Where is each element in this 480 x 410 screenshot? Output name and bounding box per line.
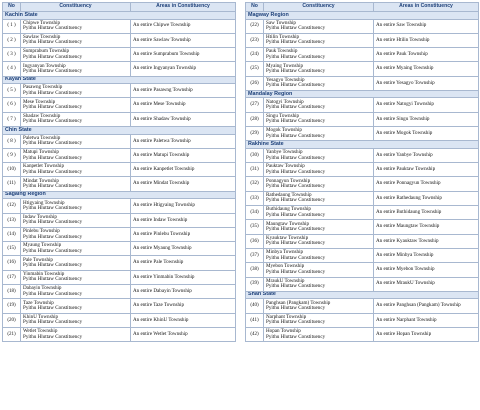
area-cell: An entire Natogyi Township: [374, 98, 479, 112]
constituency-type: Pyithu Hluttaw Constituency: [23, 262, 83, 269]
table-header-row: [3, 3, 236, 12]
constituency-name: Kyauktaw Township: [266, 234, 309, 241]
constituency-type: Pyithu Hluttaw Constituency: [23, 25, 83, 32]
table-row: [246, 127, 479, 141]
constituency-cell: [264, 263, 374, 277]
constituency-table-right: [245, 2, 479, 342]
table-row: [3, 112, 236, 126]
row-number: (18): [3, 285, 21, 299]
area-cell: An entire Ingyanyan Township: [131, 62, 236, 76]
area-cell: An entire Ponnagyun Township: [374, 177, 479, 191]
constituency-type: Pyithu Hluttaw Constituency: [23, 39, 83, 46]
constituency-type: Pyithu Hluttaw Constituency: [266, 104, 326, 111]
constituency-cell: [21, 199, 131, 213]
constituency-name: Natogyi Township: [266, 98, 304, 105]
constituency-cell: [264, 148, 374, 162]
row-number: (13): [3, 213, 21, 227]
area-cell: An entire Wetlet Township: [131, 327, 236, 341]
table-row: [3, 177, 236, 191]
area-cell: An entire Pale Township: [131, 256, 236, 270]
table-row: [3, 299, 236, 313]
region-name: Chin State: [3, 127, 236, 135]
row-number: (16): [3, 256, 21, 270]
area-cell: An entire Paletwa Township: [131, 134, 236, 148]
row-number: ( 2 ): [3, 33, 21, 47]
table-row: [246, 313, 479, 327]
row-number: (22): [246, 19, 264, 33]
row-number: (40): [246, 299, 264, 313]
constituency-type: Pyithu Hluttaw Constituency: [23, 233, 83, 240]
constituency-name: Myaung Township: [23, 242, 62, 249]
table-row: [246, 62, 479, 76]
region-name: Kachin State: [3, 12, 236, 20]
region-row: [246, 291, 479, 299]
area-cell: An entire Panghsan (Pangkam) Township: [374, 299, 479, 313]
table-row: [3, 256, 236, 270]
constituency-cell: [21, 62, 131, 76]
table-row: [246, 220, 479, 234]
constituency-cell: [264, 98, 374, 112]
constituency-type: Pyithu Hluttaw Constituency: [23, 118, 83, 125]
constituency-cell: [21, 33, 131, 47]
area-cell: An entire Sumprabum Township: [131, 48, 236, 62]
constituency-type: Pyithu Hluttaw Constituency: [23, 140, 83, 147]
row-number: (29): [246, 127, 264, 141]
constituency-name: Chipwe Township: [23, 19, 61, 26]
row-number: ( 8 ): [3, 134, 21, 148]
table-row: [246, 191, 479, 205]
constituency-name: Sawlaw Township: [23, 34, 61, 41]
table-row: [246, 177, 479, 191]
constituency-cell: [264, 33, 374, 47]
row-number: ( 6 ): [3, 98, 21, 112]
constituency-type: Pyithu Hluttaw Constituency: [23, 290, 83, 297]
constituency-name: Mese Township: [23, 98, 56, 105]
area-cell: An entire Taze Township: [131, 299, 236, 313]
table-row: [246, 206, 479, 220]
constituency-cell: [264, 248, 374, 262]
area-cell: An entire Kanpetlet Township: [131, 163, 236, 177]
table-row: [3, 134, 236, 148]
area-cell: An entire Narphant Township: [374, 313, 479, 327]
constituency-type: Pyithu Hluttaw Constituency: [23, 333, 83, 340]
row-number: (42): [246, 327, 264, 341]
constituency-name: Wetlet Township: [23, 328, 58, 335]
constituency-name: Ponnagyun Township: [266, 177, 311, 184]
constituency-type: Pyithu Hluttaw Constituency: [266, 254, 326, 261]
region-row: [246, 12, 479, 20]
area-cell: An entire Indaw Township: [131, 213, 236, 227]
row-number: ( 4 ): [3, 62, 21, 76]
constituency-name: Taze Township: [23, 299, 54, 306]
table-row: [3, 313, 236, 327]
area-cell: An entire Buthidaung Township: [374, 206, 479, 220]
row-number: (38): [246, 263, 264, 277]
row-number: (21): [3, 327, 21, 341]
table-row: [3, 199, 236, 213]
constituency-type: Pyithu Hluttaw Constituency: [23, 204, 83, 211]
constituency-name: Pasawng Township: [23, 84, 63, 91]
table-row: [3, 84, 236, 98]
constituency-cell: [21, 327, 131, 341]
table-row: [246, 98, 479, 112]
constituency-type: Pyithu Hluttaw Constituency: [266, 82, 326, 89]
constituency-cell: [264, 220, 374, 234]
area-cell: An entire Myebon Township: [374, 263, 479, 277]
row-number: (32): [246, 177, 264, 191]
table-row: [246, 148, 479, 162]
table-row: [3, 19, 236, 33]
constituency-type: Pyithu Hluttaw Constituency: [266, 197, 326, 204]
constituency-name: Dabayin Township: [23, 285, 62, 292]
row-number: ( 7 ): [3, 112, 21, 126]
row-number: (19): [3, 299, 21, 313]
area-cell: An entire Minbya Township: [374, 248, 479, 262]
row-number: (23): [246, 33, 264, 47]
constituency-cell: [264, 19, 374, 33]
constituency-cell: [264, 313, 374, 327]
constituency-cell: [264, 206, 374, 220]
area-cell: An entire Dabayin Township: [131, 285, 236, 299]
table-row: [246, 48, 479, 62]
constituency-type: Pyithu Hluttaw Constituency: [266, 53, 326, 60]
constituency-cell: [264, 48, 374, 62]
table-body-left: [3, 12, 236, 342]
table-row: [246, 263, 479, 277]
table-row: [3, 270, 236, 284]
constituency-name: KhinU Township: [23, 313, 59, 320]
constituency-type: Pyithu Hluttaw Constituency: [23, 319, 83, 326]
header-areas: Areas in Constituency: [131, 3, 236, 12]
constituency-type: Pyithu Hluttaw Constituency: [266, 319, 326, 326]
row-number: (34): [246, 206, 264, 220]
constituency-cell: [264, 76, 374, 90]
constituency-cell: [21, 213, 131, 227]
row-number: ( 5 ): [3, 84, 21, 98]
constituency-name: Pauktaw Township: [266, 163, 305, 170]
area-cell: An entire Myaing Township: [374, 62, 479, 76]
area-cell: An entire Mindat Township: [131, 177, 236, 191]
constituency-cell: [264, 327, 374, 341]
constituency-type: Pyithu Hluttaw Constituency: [266, 168, 326, 175]
constituency-type: Pyithu Hluttaw Constituency: [266, 154, 326, 161]
row-number: (11): [3, 177, 21, 191]
constituency-type: Pyithu Hluttaw Constituency: [23, 104, 83, 111]
constituency-type: Pyithu Hluttaw Constituency: [23, 219, 83, 226]
area-cell: An entire MraukU Township: [374, 277, 479, 291]
left-column: [2, 2, 236, 342]
header-no: No: [3, 3, 21, 12]
row-number: (17): [3, 270, 21, 284]
constituency-name: Shadaw Township: [23, 113, 61, 120]
constituency-type: Pyithu Hluttaw Constituency: [266, 39, 326, 46]
table-row: [246, 327, 479, 341]
constituency-name: Buthidaung Township: [266, 206, 311, 213]
constituency-cell: [21, 270, 131, 284]
table-row: [246, 234, 479, 248]
table-row: [3, 285, 236, 299]
constituency-cell: [21, 148, 131, 162]
constituency-type: Pyithu Hluttaw Constituency: [23, 53, 83, 60]
constituency-type: Pyithu Hluttaw Constituency: [23, 276, 83, 283]
constituency-type: Pyithu Hluttaw Constituency: [266, 118, 326, 125]
area-cell: An entire Pauk Township: [374, 48, 479, 62]
constituency-name: Pauk Township: [266, 48, 298, 55]
constituency-name: Yinmabin Township: [23, 270, 65, 277]
constituency-type: Pyithu Hluttaw Constituency: [266, 240, 326, 247]
table-row: [246, 277, 479, 291]
area-cell: An entire Htilin Township: [374, 33, 479, 47]
constituency-cell: [21, 242, 131, 256]
region-row: [246, 141, 479, 149]
area-cell: An entire Yinmabin Township: [131, 270, 236, 284]
row-number: (27): [246, 98, 264, 112]
constituency-cell: [264, 127, 374, 141]
constituency-type: Pyithu Hluttaw Constituency: [266, 68, 326, 75]
constituency-name: Kanpetlet Township: [23, 163, 65, 170]
constituency-table-left: [2, 2, 236, 342]
constituency-type: Pyithu Hluttaw Constituency: [266, 333, 326, 340]
row-number: (30): [246, 148, 264, 162]
area-cell: An entire Shadaw Township: [131, 112, 236, 126]
header-areas: Areas in Constituency: [374, 3, 479, 12]
constituency-name: Sumprabum Township: [23, 48, 70, 55]
area-cell: An entire Htigyaing Township: [131, 199, 236, 213]
constituency-cell: [264, 177, 374, 191]
table-row: [246, 163, 479, 177]
row-number: (37): [246, 248, 264, 262]
table-body-right: [246, 12, 479, 342]
table-row: [246, 19, 479, 33]
table-header-row: [246, 3, 479, 12]
constituency-type: Pyithu Hluttaw Constituency: [266, 132, 326, 139]
constituency-type: Pyithu Hluttaw Constituency: [266, 183, 326, 190]
table-row: [3, 33, 236, 47]
area-cell: An entire Rathedaung Township: [374, 191, 479, 205]
constituency-cell: [21, 134, 131, 148]
table-row: [246, 33, 479, 47]
row-number: (41): [246, 313, 264, 327]
constituency-name: Paletwa Township: [23, 134, 61, 141]
constituency-type: Pyithu Hluttaw Constituency: [23, 154, 83, 161]
table-row: [3, 242, 236, 256]
header-constituency: Constituency: [264, 3, 374, 12]
constituency-cell: [21, 177, 131, 191]
region-name: Mandalay Region: [246, 90, 479, 98]
table-row: [3, 227, 236, 241]
table-row: [3, 213, 236, 227]
table-row: [246, 248, 479, 262]
constituency-cell: [264, 299, 374, 313]
constituency-name: Mindat Township: [23, 177, 59, 184]
header-no: No: [246, 3, 264, 12]
region-name: Sagaing Region: [3, 191, 236, 199]
constituency-type: Pyithu Hluttaw Constituency: [266, 25, 326, 32]
row-number: (12): [3, 199, 21, 213]
area-cell: An entire Mese Township: [131, 98, 236, 112]
table-row: [3, 163, 236, 177]
row-number: (31): [246, 163, 264, 177]
constituency-name: Htigyaing Township: [23, 199, 65, 206]
area-cell: An entire Pauktaw Township: [374, 163, 479, 177]
table-row: [3, 98, 236, 112]
row-number: (28): [246, 112, 264, 126]
area-cell: An entire Pasawng Township: [131, 84, 236, 98]
constituency-name: MraukU Township: [266, 277, 305, 284]
region-row: [3, 191, 236, 199]
right-column: [245, 2, 479, 342]
constituency-name: Maungtaw Township: [266, 220, 309, 227]
constituency-cell: [21, 84, 131, 98]
table-row: [3, 148, 236, 162]
row-number: (10): [3, 163, 21, 177]
table-row: [3, 48, 236, 62]
region-row: [3, 127, 236, 135]
constituency-cell: [264, 112, 374, 126]
constituency-name: Panghsan (Pangkam) Township: [266, 299, 331, 306]
region-name: Magway Region: [246, 12, 479, 20]
region-row: [3, 12, 236, 20]
constituency-name: Myebon Township: [266, 263, 305, 270]
constituency-cell: [21, 112, 131, 126]
constituency-name: Yesagyo Township: [266, 76, 305, 83]
region-row: [3, 76, 236, 84]
region-row: [246, 90, 479, 98]
area-cell: An entire Myaung Township: [131, 242, 236, 256]
row-number: (24): [246, 48, 264, 62]
row-number: (36): [246, 234, 264, 248]
row-number: (20): [3, 313, 21, 327]
constituency-cell: [264, 191, 374, 205]
constituency-type: Pyithu Hluttaw Constituency: [23, 89, 83, 96]
constituency-cell: [21, 299, 131, 313]
constituency-name: Pinlebu Township: [23, 228, 60, 235]
constituency-type: Pyithu Hluttaw Constituency: [23, 168, 83, 175]
row-number: (14): [3, 227, 21, 241]
row-number: ( 3 ): [3, 48, 21, 62]
constituency-name: Yanbye Township: [266, 149, 303, 156]
constituency-name: Ingyanyan Township: [23, 62, 66, 69]
constituency-cell: [21, 19, 131, 33]
constituency-type: Pyithu Hluttaw Constituency: [266, 268, 326, 275]
constituency-name: Indaw Township: [23, 213, 57, 220]
constituency-name: Myaing Township: [266, 62, 304, 69]
row-number: (26): [246, 76, 264, 90]
area-cell: An entire Maungtaw Township: [374, 220, 479, 234]
area-cell: An entire Yanbye Township: [374, 148, 479, 162]
constituency-name: Rathedaung Township: [266, 192, 312, 198]
constituency-type: Pyithu Hluttaw Constituency: [266, 226, 326, 232]
region-name: Kayah State: [3, 76, 236, 84]
constituency-type: Pyithu Hluttaw Constituency: [23, 247, 83, 254]
constituency-cell: [21, 48, 131, 62]
constituency-type: Pyithu Hluttaw Constituency: [23, 183, 83, 190]
constituency-name: Minbya Township: [266, 249, 304, 256]
table-row: [3, 62, 236, 76]
constituency-type: Pyithu Hluttaw Constituency: [23, 304, 83, 311]
constituency-type: Pyithu Hluttaw Constituency: [266, 211, 326, 218]
constituency-cell: [21, 313, 131, 327]
constituency-cell: [264, 62, 374, 76]
row-number: (39): [246, 277, 264, 291]
row-number: ( 9 ): [3, 148, 21, 162]
table-row: [3, 327, 236, 341]
area-cell: An entire Chipwe Township: [131, 19, 236, 33]
constituency-cell: [264, 277, 374, 291]
area-cell: An entire Saw Township: [374, 19, 479, 33]
constituency-cell: [21, 163, 131, 177]
constituency-cell: [21, 98, 131, 112]
area-cell: An entire Sawlaw Township: [131, 33, 236, 47]
constituency-type: Pyithu Hluttaw Constituency: [266, 283, 326, 290]
constituency-name: Hopan Township: [266, 328, 301, 335]
row-number: (25): [246, 62, 264, 76]
constituency-type: Pyithu Hluttaw Constituency: [23, 68, 83, 75]
row-number: (35): [246, 220, 264, 234]
constituency-name: Mogok Township: [266, 127, 302, 134]
area-cell: An entire Kyauktaw Township: [374, 234, 479, 248]
constituency-cell: [264, 234, 374, 248]
table-row: [246, 299, 479, 313]
region-name: Rakhine State: [246, 141, 479, 149]
row-number: (15): [3, 242, 21, 256]
row-number: (33): [246, 191, 264, 205]
constituency-name: Matupi Township: [23, 149, 59, 156]
constituency-name: Narphant Township: [266, 313, 307, 320]
constituency-cell: [21, 227, 131, 241]
constituency-name: Htilin Township: [266, 34, 300, 41]
area-cell: An entire Mogok Township: [374, 127, 479, 141]
area-cell: An entire Hopan Township: [374, 327, 479, 341]
constituency-name: Pale Township: [23, 256, 53, 263]
area-cell: An entire Matupi Township: [131, 148, 236, 162]
constituency-name: Singu Township: [266, 113, 300, 120]
region-name: Shan State: [246, 291, 479, 299]
row-number: ( 1 ): [3, 19, 21, 33]
constituency-type: Pyithu Hluttaw Constituency: [266, 304, 326, 311]
area-cell: An entire Singu Township: [374, 112, 479, 126]
table-row: [246, 112, 479, 126]
constituency-cell: [264, 163, 374, 177]
area-cell: An entire KhinU Township: [131, 313, 236, 327]
constituency-cell: [21, 285, 131, 299]
constituency-cell: [21, 256, 131, 270]
area-cell: An entire Pinlebu Township: [131, 227, 236, 241]
constituency-name: Saw Township: [266, 19, 296, 26]
area-cell: An entire Yesagyo Township: [374, 76, 479, 90]
header-constituency: Constituency: [21, 3, 131, 12]
table-row: [246, 76, 479, 90]
